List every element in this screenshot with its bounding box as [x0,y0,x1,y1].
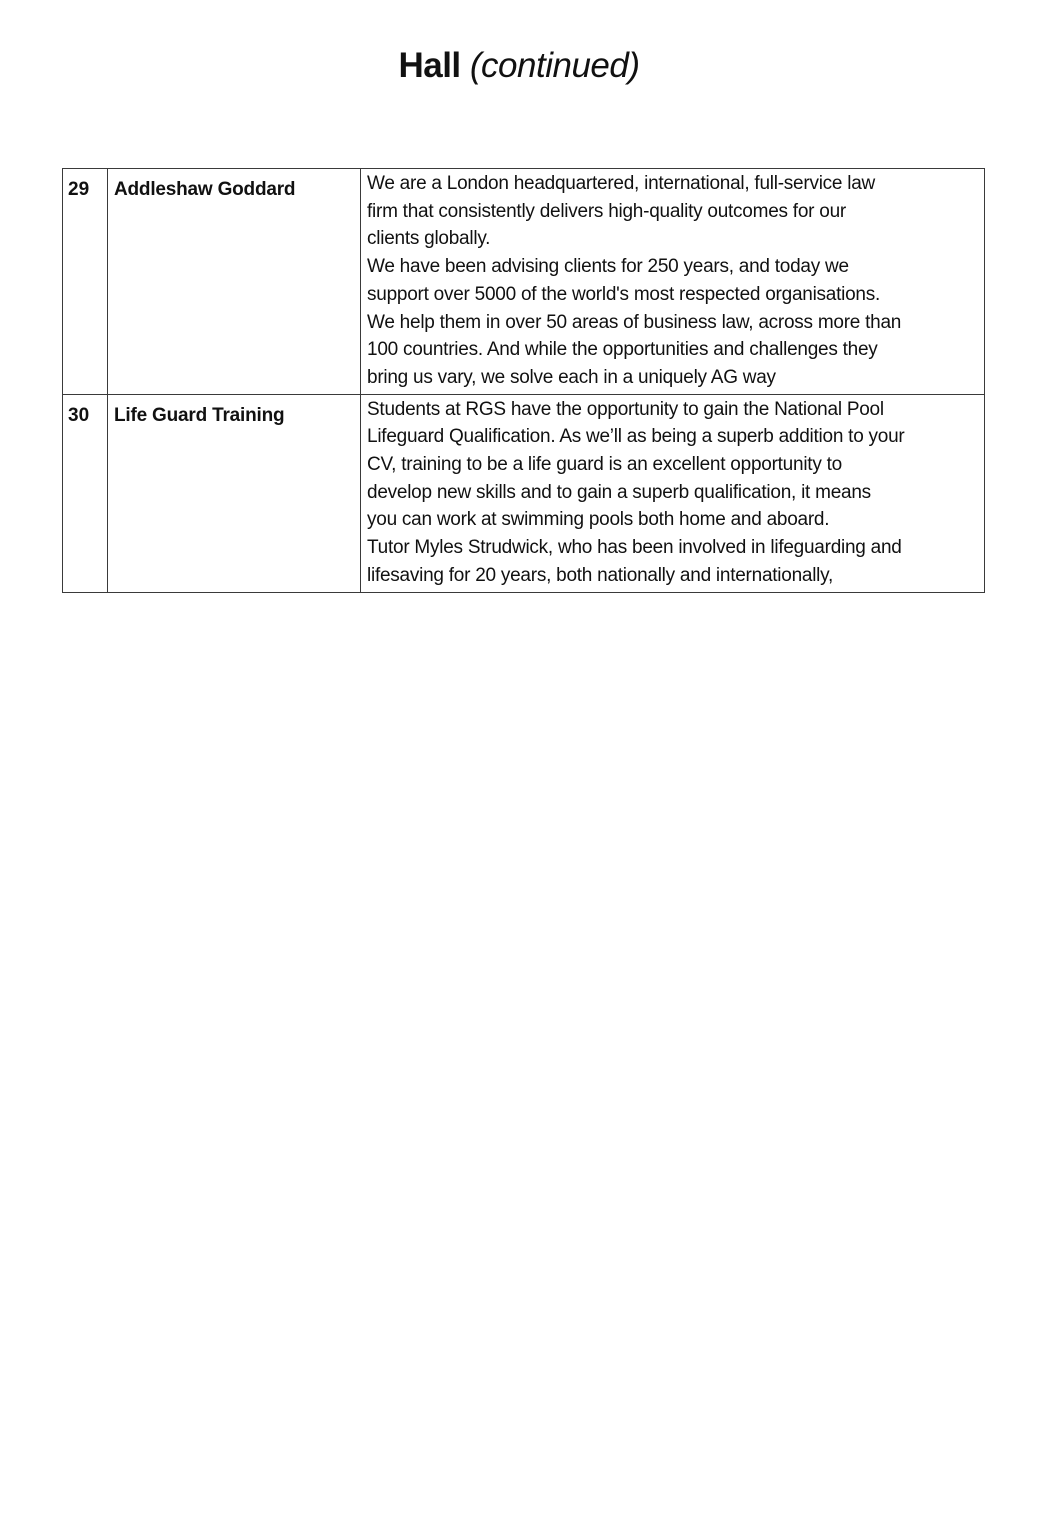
page-title [0,40,1038,92]
entry-name: Addleshaw Goddard [108,169,361,395]
table-row [63,169,985,395]
description-line: lifesaving for 20 years, both nationally and internationally, [367,564,834,586]
description-line: you can work at swimming pools both home and aboard. [367,509,830,531]
entry-name: Life Guard Training [108,394,361,592]
description-line: bring us vary, we solve each in a uniquely AG way [367,366,776,388]
description-line: CV, training to be a life guard is an excellent opportunity to [367,454,842,476]
entry-number: 29 [63,169,108,395]
description-line: support over 5000 of the world's most respected organisations. [367,283,881,305]
description-line: 100 countries. And while the opportunities and challenges they [367,339,878,361]
description-line: firm that consistently delivers high-quality outcomes for our [367,200,846,222]
description-line: We have been advising clients for 250 years, and today we [367,256,849,278]
description-line: Lifeguard Qualification. As we’ll as being a superb addition to your [367,426,905,448]
description-line: clients globally. [367,228,491,250]
entry-description [361,169,985,395]
description-line: Tutor Myles Strudwick, who has been involved in lifeguarding and [367,537,902,559]
table-row [63,394,985,592]
description-line: We are a London headquartered, international, full-service law [367,173,876,194]
page-title-suffix: (continued) [469,46,640,85]
description-line: develop new skills and to gain a superb qualification, it means [367,481,871,503]
entries-table [62,168,985,593]
page-title-main: Hall [398,46,461,85]
entry-number: 30 [63,394,108,592]
description-line: Students at RGS have the opportunity to gain the National Pool [367,398,884,420]
description-line: We help them in over 50 areas of business law, across more than [367,311,902,333]
entry-description [361,394,985,592]
